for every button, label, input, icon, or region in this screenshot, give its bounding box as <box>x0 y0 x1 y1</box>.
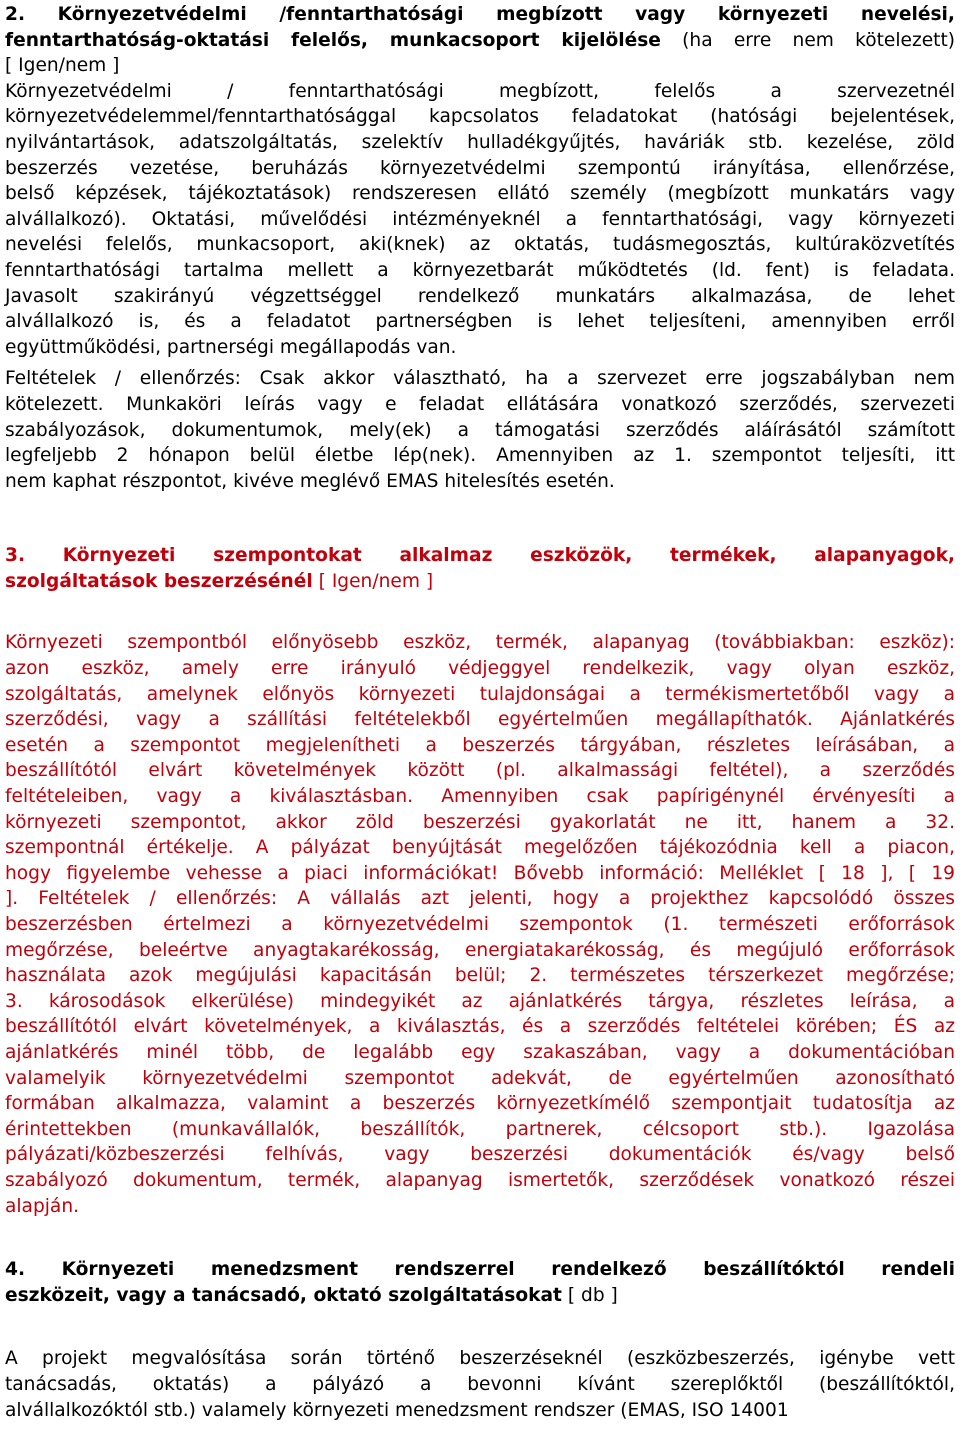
text-line: Környezeti szempontból előnyösebb eszköz, termék, alapanyag (továbbiakban: eszköz): <box>5 632 955 654</box>
section-3-title-line-2: szolgáltatások beszerzésénél [ Igen/nem ] <box>5 570 434 592</box>
text-line: kötelezett. Munkaköri leírás vagy e feladat ellátására vonatkozó szerződés, szervezeti <box>5 393 955 415</box>
text-line: alvállalkozó). Oktatási, művelődési intézményeknél a fenntarthatósági, vagy környezeti <box>5 208 955 230</box>
text-line: beszállítótól elvárt követelmények között (pl. alkalmassági feltétel), a szerződés <box>5 760 955 782</box>
text-line: szabályozó dokumentum, termék, alapanyag ismertetők, szerződések vonatkozó részei <box>5 1169 955 1191</box>
text-line: szerződési, vagy a szállítási feltételekből egyértelműen megállapíthatók. Ajánlatkérés <box>5 709 955 731</box>
text-line: formában alkalmazza, valamint a beszerzés környezetkímélő szempontjait tudatosítja az <box>5 1093 955 1115</box>
text-line: szabályozások, dokumentumok, mely(ek) a támogatási szerződés aláírásától számított <box>5 419 955 441</box>
section-2-title-line-1: 2. Környezetvédelmi /fenntarthatósági megbízott vagy környezeti nevelési, <box>5 4 955 25</box>
section-4-title-line-2: eszközeit, vagy a tanácsadó, oktató szolgáltatásokat [ db ] <box>5 1284 618 1306</box>
section-4-description <box>5 1346 955 1423</box>
section-2-title-line-2: fenntarthatóság-oktatási felelős, munkacsoport kijelölése (ha erre nem kötelezett) <box>5 29 955 51</box>
text-line: ajánlatkérés minél több, de legalább egy szakaszában, vagy a dokumentációban <box>5 1041 955 1063</box>
text-line: érintettekben (munkavállalók, beszállítók, partnerek, célcsoport stb.). Igazolása <box>5 1118 955 1140</box>
text-line: A projekt megvalósítása során történő beszerzéseknél (eszközbeszerzés, igénybe vett <box>5 1348 955 1370</box>
section-2-conditions <box>5 366 955 494</box>
text-line: alvállalkozó is, és a feladatot partnerségben is lehet teljesíteni, amennyiben erről <box>5 311 955 333</box>
text-line: esetén a szempontot megjelenítheti a beszerzés tárgyában, részletes leírásában, a <box>5 734 955 756</box>
text-line: nem kaphat részpontot, kivéve meglévő EMAS hitelesítés esetén. <box>5 470 615 492</box>
text-line: környezetvédelemmel/fenntarthatósággal kapcsolatos feladatokat (hatósági bejelentések, <box>5 106 955 128</box>
section-3-description <box>5 630 955 1219</box>
text-line: környezeti szempontot, akkor zöld beszerzési gyakorlatát ne itt, hanem a 32. <box>5 811 955 833</box>
section-4-title-line-1: 4. Környezeti menedzsment rendszerrel rendelkező beszállítóktól rendeli <box>5 1259 955 1281</box>
text-line: azon eszköz, amely erre irányuló védjeggyel rendelkezik, vagy olyan eszköz, <box>5 658 955 680</box>
text-line: legfeljebb 2 hónapon belül életbe lép(nek). Amennyiben az 1. szempontot teljesíti, itt <box>5 445 955 467</box>
section-2-answer-format: [ Igen/nem ] <box>5 55 120 77</box>
text-line: szolgáltatás, amelynek előnyös környezeti tulajdonságai a termékismertetőből vagy a <box>5 683 955 705</box>
text-line: beszállítótól elvárt követelmények, a kiválasztás, és a szerződés feltételei körében; ÉS az <box>5 1016 955 1038</box>
text-line: 3. károsodások elkerülése) mindegyikét az ajánlatkérés tárgya, részletes leírása, a <box>5 990 955 1012</box>
text-line: szempontnál értékelje. A pályázat benyújtását megelőzően tájékozódnia kell a piacon, <box>5 837 955 859</box>
text-line: belső képzések, tájékoztatások) rendszeresen ellátó személy (megbízott munkatárs vagy <box>5 183 955 205</box>
text-line: valamelyik környezetvédelmi szempontot adekvát, de egyértelműen azonosítható <box>5 1067 955 1089</box>
text-line: alvállalkozóktól stb.) valamely környezeti menedzsment rendszer (EMAS, ISO 14001 <box>5 1399 789 1421</box>
section-3-heading <box>5 543 955 594</box>
section-2-heading <box>5 2 955 79</box>
text-line: beszerzés vezetése, beruházás környezetvédelmi szempontú irányítása, ellenőrzése, <box>5 157 955 179</box>
text-line: nyilvántartások, adatszolgáltatás, szelektív hulladékgyűjtés, haváriák stb. kezelése, zöld <box>5 131 955 153</box>
text-line: alapján. <box>5 1195 80 1217</box>
text-line: pályázati/közbeszerzési felhívás, vagy beszerzési dokumentációk és/vagy belső <box>5 1144 955 1166</box>
text-line: ]. Feltételek / ellenőrzés: A vállalás azt jelenti, hogy a projekthez kapcsolódó összes <box>5 888 955 910</box>
section-3-title-line-1: 3. Környezeti szempontokat alkalmaz eszközök, termékek, alapanyagok, <box>5 545 955 567</box>
text-line: beszerzésben értelmezi a környezetvédelmi szempontok (1. természeti erőforrások <box>5 914 955 935</box>
section-4-heading <box>5 1257 955 1308</box>
text-line: használata azok megújulási kapacitásán belül; 2. természetes térszerkezet megőrzése; <box>5 965 955 987</box>
text-line: Javasolt szakirányú végzettséggel rendelkező munkatárs alkalmazása, de lehet <box>5 285 955 307</box>
text-line: feltételeiben, vagy a kiválasztásban. Amennyiben csak papírigénynél érvényesíti a <box>5 786 955 808</box>
text-line: együttműködési, partnerségi megállapodás van. <box>5 336 457 358</box>
text-line: fenntarthatósági tartalma mellett a környezetbarát működtetés (ld. fent) is feladata. <box>5 259 955 281</box>
text-line: Környezetvédelmi / fenntarthatósági megbízott, felelős a szervezetnél <box>5 80 955 102</box>
text-line: hogy figyelembe vehesse a piaci információkat! Bővebb információ: Melléklet [ 18 ], [ 19 <box>5 862 955 884</box>
text-line: tanácsadás, oktatás) a pályázó a bevonni kívánt szereplőktől (beszállítóktól, <box>5 1373 955 1395</box>
text-line: megőrzése, beleértve anyagtakarékosság, energiatakarékosság, és megújuló erőforrások <box>5 939 955 961</box>
text-line: nevelési felelős, munkacsoport, aki(knek) az oktatás, tudásmegosztás, kultúraközvetítés <box>5 234 955 256</box>
section-2-description <box>5 79 955 361</box>
text-line: Feltételek / ellenőrzés: Csak akkor választható, ha a szervezet erre jogszabályban nem <box>5 368 955 390</box>
